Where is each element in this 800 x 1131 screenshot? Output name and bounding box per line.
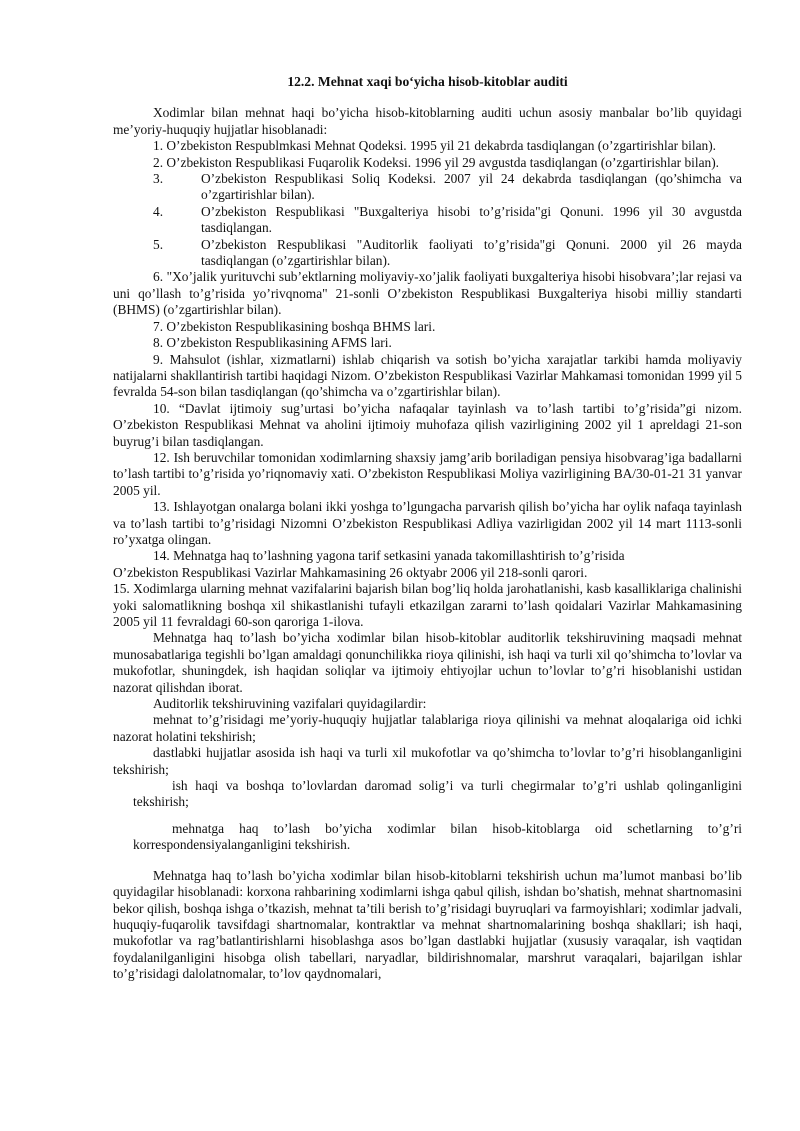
list-text-4: O’zbekiston Respublikasi "Buxgalteriya hisobi to’g’risida"gi Qonuni. 1996 yil 30 avgustda tasdiqlangan. [201,203,742,236]
list-item-4 [113,204,742,237]
task-item-3: ish haqi va boshqa to’lovlardan daromad solig’i va turli chegirmalar to’g’ri ushlab qolinganligini tekshirish; [133,778,742,810]
list-item-8: 8. O’zbekiston Respublikasining AFMS lari. [153,335,392,351]
list-item-10: 10. “Davlat ijtimoiy sug’urtasi bo’yicha nafaqalar tayinlash va to’lash tartibi to’g’risida”gi nizom. O’zbekiston Respublikasi Mehnat va aholini ijtimoiy muhofaza qilish vazirligining 2002 yil 1 apreldagi 21-son buyrug’i bilan tasdiqlangan. [113,400,742,449]
list-number-3: 3. [153,171,164,187]
list-item-1: 1. O’zbekiston Respublmkasi Mehnat Qodeksi. 1995 yil 21 dekabrda tasdiqlangan (o’zgartirishlar bilan). [153,138,717,154]
tasks-heading: Auditorlik tekshiruvining vazifalari quyidagilardir: [153,696,427,712]
list-item-2: 2. O’zbekiston Respublikasi Fuqarolik Kodeksi. 1996 yil 29 avgustda tasdiqlangan (o’zgartirishlar bilan). [153,154,720,170]
task-item-1: mehnat to’g’risidagi me’yoriy-huquqiy hujjatlar talablariga rioya qilinishi va mehnat aloqalariga oid ichki nazorat holatini tekshirish; [113,712,742,744]
list-text-5: O’zbekiston Respublikasi "Auditorlik faoliyati to’g’risida"gi Qonuni. 2000 yil 26 mayda tasdiqlangan (o’zgartirishlar bilan). [201,236,742,269]
document-body [113,74,742,983]
intro-paragraph: Xodimlar bilan mehnat haqi bo’yicha hisob-kitoblarning auditi uchun asosiy manbalar bo’lib quyidagi me’yoriy-huquqiy hujjatlar hisoblanadi: [113,105,742,137]
list-item-7: 7. O’zbekiston Respublikasining boshqa BHMS lari. [153,318,436,334]
task-item-4: mehnatga haq to’lash bo’yicha xodimlar bilan hisob-kitoblarga oid schetlarning to’g’ri korrespondensiyalanganligini tekshirish. [133,820,742,853]
section-title: 12.2. Mehnat xaqi bo‘yicha hisob-kitoblar auditi [287,74,568,89]
list-number-5: 5. [153,236,164,252]
list-item-14-line-2: O’zbekiston Respublikasi Vazirlar Mahkamasining 26 oktyabr 2006 yil 218-sonli qarori. [113,564,588,580]
list-item-14-line-1: 14. Mehnatga haq to’lashning yagona tarif setkasini yanada takomillashtirish to’g’risida [153,548,625,564]
list-item-3 [113,171,742,204]
list-item-9: 9. Mahsulot (ishlar, xizmatlarni) ishlab chiqarish va sotish bo’yicha xarajatlar tarkibi hamda moliyaviy natijalarni shakllantirish tartibi haqidagi Nizom. O’zbekiston Respublikasi Vazirlar Mahkamasi tomonidan 1999 yil 5 fevralda 54-son bilan tasdiqlangan (qo’shimcha va o’zgartirishlar bilan). [113,351,742,400]
list-item-12: 12. Ish beruvchilar tomonidan xodimlarning shaxsiy jamg’arib boriladigan pensiya hisobvarag’iga badallarni to’lash tartibi to’g’risida yo’riqnomaviy xati. O’zbekiston Respublikasi Moliya vazirligining BA/30-01-21 31 yanvar 2005 yil. [113,449,742,498]
list-text-3: O’zbekiston Respublikasi Soliq Kodeksi. 2007 yil 24 dekabrda tasdiqlangan (qo’shimcha va o’zgartirishlar bilan). [201,171,742,203]
list-number-4: 4. [153,203,164,219]
sources-paragraph: Mehnatga haq to’lash bo’yicha xodimlar bilan hisob-kitoblarni tekshirish uchun ma’lumot manbasi bo’lib quyidagilar hisoblanadi: korxona rahbarining xodimlarni ishga qabul qilish, ishdan bo’shatish, mehnat shartnomasini bekor qilish, boshqa ishga o’tkazish, mehnat ta’tili berish to’g’risidagi buyruqlari va farmoyishlari; xodimlar jadvali, huquqiy-fuqarolik tavsifdagi shartnomalar, kontraktlar va mehnat shartnomalarining boshqa shakllari; ish haqi, mukofotlar va rag’batlantirishlarni hisoblashga asos bo’lgan dastlabki hujjatlar (xususiy varaqalar, ish vaqtidan foydalanilganligini hisobga olish tabellari, naryadlar, bildirishnomalar, marshrut varaqalari, bajarilgan ishlar to’g’risidagi dalolatnomalar, to’lov qaydnomalari, [113,867,742,982]
list-item-6: 6. "Xo’jalik yurituvchi sub’ektlarning moliyaviy-xo’jalik faoliyati buxgalteriya hisobi hisobvara’;lar rejasi va uni qo’llash to’g’risida yo’rivqnoma" 21-sonli O’zbekiston Respublikasi Buxgalteriya hisobi milliy standarti (BHMS) (o’zgartirishlar bilan). [113,269,742,318]
list-item-5 [113,237,742,270]
list-item-13: 13. Ishlayotgan onalarga bolani ikki yoshga to’lgungacha parvarish qilish bo’yicha har oylik nafaqa tayinlash va to’lash tartibi to’g’risidagi Nizomni O’zbekiston Respublikasi Adliya vazirligidan 2002 yil 14 mart 1113-sonli ro’yxatga olingan. [113,499,742,547]
task-item-2: dastlabki hujjatlar asosida ish haqi va turli xil mukofotlar va qo’shimcha to’lovlar to’g’ri hisoblanganligini tekshirish; [113,745,742,777]
list-item-15: 15. Xodimlarga ularning mehnat vazifalarini bajarish bilan bog’liq holda jarohatlanishi, kasb kasalliklariga chalinishi yoki salomatlikning boshqa xil shikastlanishi tufayli etkazilgan zararni to’lash qoidalari Vazirlar Mahkamasining 2005 yil 11 fevraldagi 60-son qaroriga 1-ilova. [113,581,742,629]
purpose-paragraph: Mehnatga haq to’lash bo’yicha xodimlar bilan hisob-kitoblar auditorlik tekshiruvining maqsadi mehnat munosabatlariga tegishli bo’lgan amaldagi qonunchilikka rioya qilinishi, ish haqi va turli xil qo’shimcha to’lovlar va mukofotlar, shuningdek, ish haqidan soliqlar va ijtimoiy ehtiyojlar uchun to’lovlar to’g’ri hisoblanishi ustidan nazorat qilishdan iborat. [113,630,742,695]
